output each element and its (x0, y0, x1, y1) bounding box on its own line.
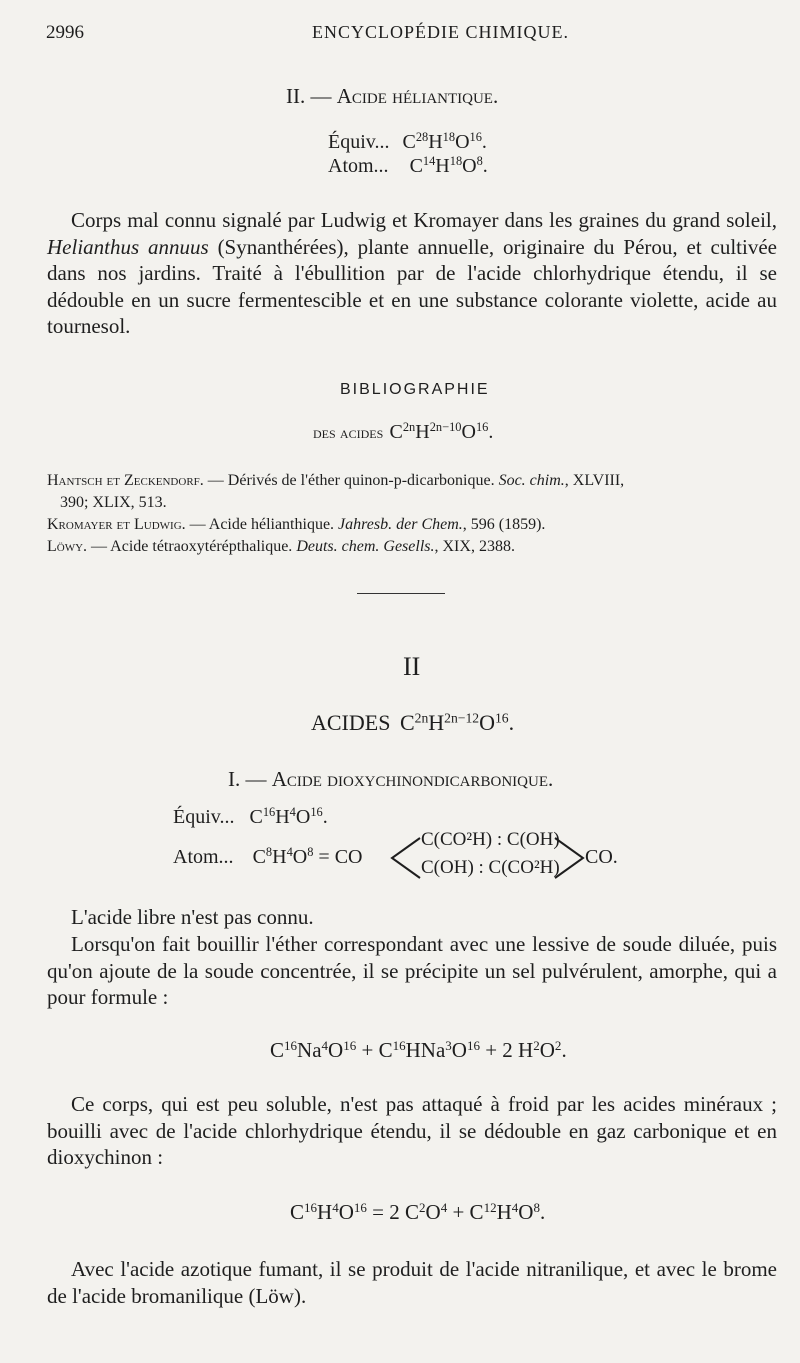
equiv-formula-line (328, 131, 487, 154)
chapter-formula: $C^{2n}H^{2n-12}O^{16}$. (399, 710, 515, 735)
atom-formula: $C^{14}H^{18}O^8$. (409, 154, 488, 177)
divider-rule (357, 593, 445, 594)
right-bracket-icon (553, 834, 585, 882)
bracket-suffix: CO. (585, 846, 618, 868)
formula-decomposition: $C^{16}H^4O^{16} = 2$ $C^2O^4 + C^{12}H^4O^8$. (290, 1199, 546, 1224)
section-title-prefix: II. — (286, 84, 337, 108)
body-paragraph-2: Lorsqu'on fait bouillir l'éther correspondant avec une lessive de soude diluée, puis qu'on ajoute de la soude concentrée, il se précipite un sel pulvérulent, amorphe, qui a pour formule : (47, 932, 777, 1009)
atom-formula-line-2: Atom... $C^8H^4O^8$ = CO (173, 845, 363, 868)
brace-top-formula: C(CO²H) : C(OH) (421, 829, 560, 850)
atom-label: Atom... (328, 155, 389, 177)
bib-entry-continuation: 390; XLIX, 513. (60, 494, 167, 511)
section-title-dioxychinon: I. — Acide dioxychinondicarbonique. (228, 767, 554, 791)
formula-salt: $C^{16}Na^4O^{16} + C^{16}HNa^3O^{16} + 2$ $H^2O^2$. (270, 1037, 567, 1062)
body-paragraph-1: L'acide libre n'est pas connu. (71, 905, 314, 929)
body-paragraph-3: Ce corps, qui est peu soluble, n'est pas attaqué à froid par les acides minéraux ; bouilli avec de l'acide chlorhydrique étendu, il se dédouble en gaz carbonique et en dioxychinon : (47, 1092, 777, 1169)
chapter-title: ACIDES $C^{2n}H^{2n-12}O^{16}$. (311, 710, 515, 735)
equiv-formula-2: $C^{16}H^4O^{16}$. (249, 805, 328, 828)
bibliography-list (47, 470, 782, 558)
left-bracket-icon (390, 834, 422, 882)
bib-entry: Hantsch et Zeckendorf. — Dérivés de l'éther quinon-p-dicarbonique. Soc. chim., XLVIII, (47, 472, 625, 489)
species-name: Helianthus annuus (47, 234, 209, 259)
heliantique-paragraph: Corps mal connu signalé par Ludwig et Kromayer dans les graines du grand soleil, Helianthus annuus (Synanthérées), plante annuelle, originaire du Pérou, et cultivée dans nos jardins. Traité à l'ébullition par de l'acide chlorhydrique étendu, il se dédouble en un sucre fermentescible et en une substance colorante violette, acide au tournesol. (47, 208, 777, 338)
bibliography-title: BIBLIOGRAPHIE (340, 381, 490, 398)
bibliography-subtitle: des acides $C^{2n}H^{2n-10}O^{16}$. (313, 420, 494, 443)
bibliography-formula: $C^{2n}H^{2n-10}O^{16}$. (389, 420, 494, 443)
bib-entry: Löwy. — Acide tétraoxytérépthalique. Deuts. chem. Gesells., XIX, 2388. (47, 538, 515, 555)
bib-entry: Kromayer et Ludwig. — Acide hélianthique. Jahresb. der Chem., 596 (1859). (47, 516, 546, 533)
section-title-text: Acide héliantique. (336, 84, 499, 108)
section-title-heliantique (286, 84, 498, 109)
equiv-label: Équiv... (328, 131, 390, 153)
chapter-numeral: II (403, 652, 421, 681)
equiv-formula-line-2: Équiv... $C^{16}H^4O^{16}$. (173, 805, 328, 828)
atom-formula-line (328, 155, 488, 178)
equiv-formula: $C^{28}H^{18}O^{16}$. (402, 130, 487, 153)
brace-bottom-formula: C(OH) : C(CO²H) (421, 857, 560, 878)
body-paragraph-4: Avec l'acide azotique fumant, il se produit de l'acide nitranilique, et avec le brome de l'acide bromanilique (Löw). (47, 1257, 777, 1308)
running-title: ENCYCLOPÉDIE CHIMIQUE. (312, 22, 569, 42)
page-number: 2996 (46, 22, 84, 43)
atom-formula-2: $C^8H^4O^8$ = CO (252, 845, 363, 868)
